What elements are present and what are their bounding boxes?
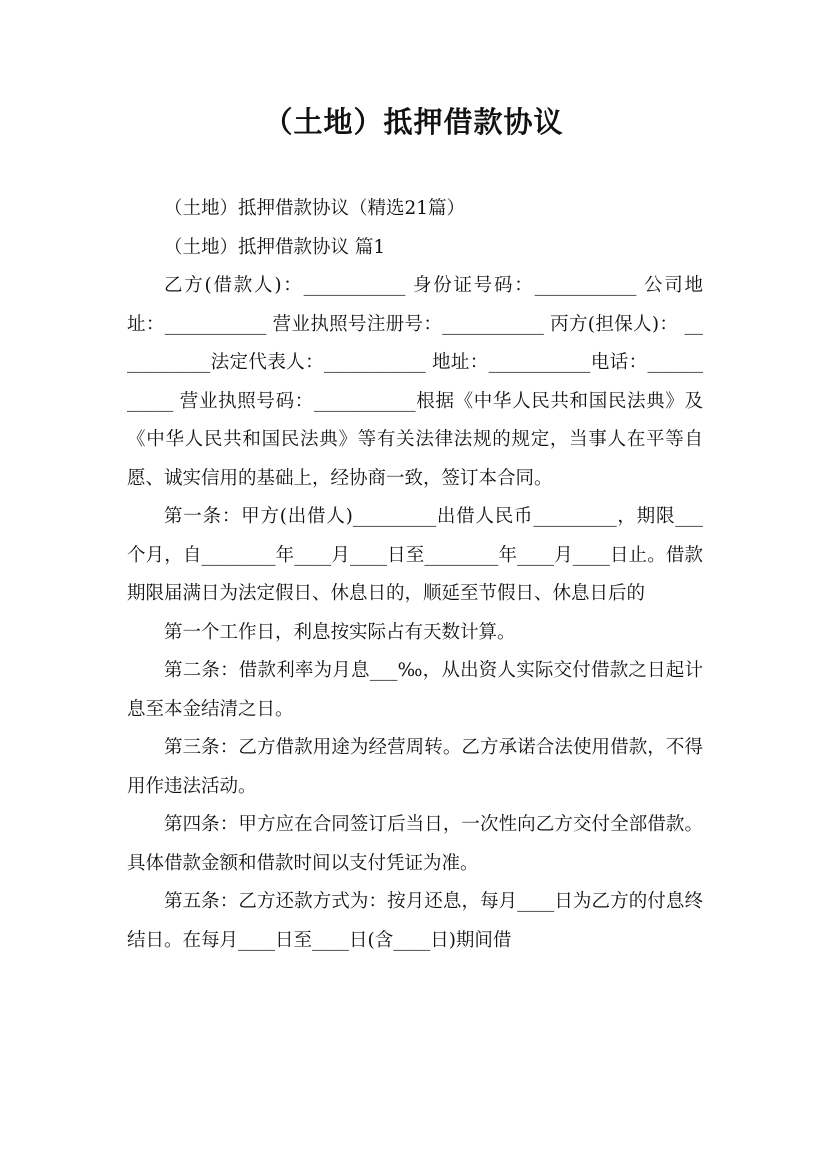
paragraph-subtitle: （土地）抵押借款协议（精选21篇）	[164, 198, 466, 219]
document-title: （土地）抵押借款协议	[263, 105, 564, 139]
paragraph-article-4: 第四条：甲方应在合同签订后当日，一次性向乙方交付全部借款。具体借款金额和借款时间以支付凭证为准。	[127, 814, 703, 874]
paragraph-article-2: 第二条：借款利率为月息___‰，从出资人实际交付借款之日起计息至本金结清之日。	[127, 660, 703, 720]
document-body	[127, 190, 703, 960]
paragraph-article-1: 第一条：甲方(出借人)_________出借人民币_________，期限___个月，自________年____月____日至________年____月____日止。借款期限届满日为法定假日、休息日的，顺延至节假日、休息日后的	[127, 506, 703, 604]
paragraph-article-5: 第五条：乙方还款方式为：按月还息，每月____日为乙方的付息终结日。在每月____日至____日(含____日)期间借	[127, 891, 703, 951]
paragraph-article-1-continued: 第一个工作日，利息按实际占有天数计算。	[164, 621, 516, 643]
paragraph-article-3: 第三条：乙方借款用途为经营周转。乙方承诺合法使用借款，不得用作违法活动。	[127, 737, 703, 797]
paragraph-parties: 乙方(借款人)：___________ 身份证号码：___________ 公司地址：___________ 营业执照号注册号：___________ 丙方(担保人)： ___________法定代表人：___________ 地址：___________电话：___________ 营业执照号码：___________根据《中华人民共和国民法典》及《中华人民共和国民法典》等有关法律法规的规定，当事人在平等自愿、诚实信用的基础上，经协商一致，签订本合同。	[127, 275, 703, 489]
paragraph-section-heading: （土地）抵押借款协议 篇1	[164, 236, 386, 258]
